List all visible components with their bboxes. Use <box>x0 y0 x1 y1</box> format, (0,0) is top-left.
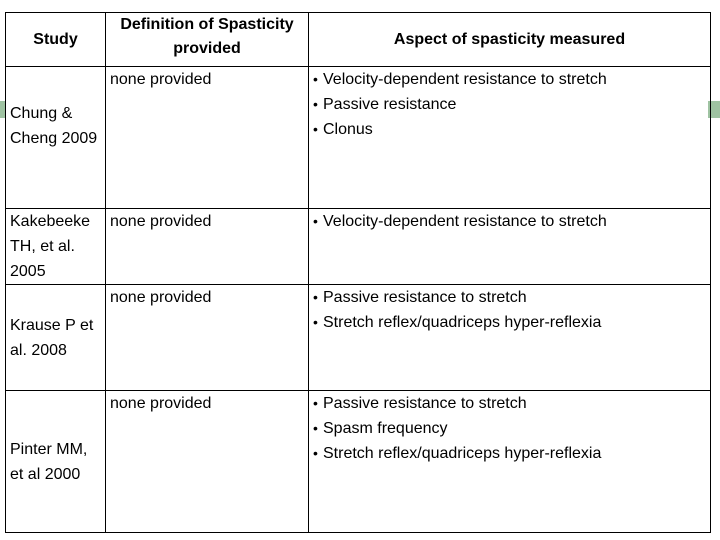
table-header-row <box>6 13 711 67</box>
aspect-text: Spasm frequency <box>323 420 448 437</box>
list-item <box>313 310 710 335</box>
study-cell <box>6 285 106 391</box>
definition-cell: none provided <box>106 67 309 209</box>
list-item <box>313 117 710 142</box>
header-definition: Definition of Spasticity provided <box>106 13 309 67</box>
spasticity-studies-table <box>5 12 711 533</box>
bullet-icon: • <box>313 314 318 330</box>
table-row <box>6 285 711 391</box>
aspect-cell <box>309 391 711 533</box>
list-item <box>313 441 710 466</box>
definition-cell: none provided <box>106 209 309 285</box>
list-item <box>313 92 710 117</box>
aspect-cell <box>309 285 711 391</box>
study-cell <box>6 67 106 209</box>
aspect-cell <box>309 209 711 285</box>
definition-cell: none provided <box>106 285 309 391</box>
aspect-cell <box>309 67 711 209</box>
study-cell <box>6 209 106 285</box>
study-cell <box>6 391 106 533</box>
aspect-text: Passive resistance to stretch <box>323 395 527 412</box>
bullet-icon: • <box>313 395 318 411</box>
list-item <box>313 67 710 92</box>
aspect-text: Stretch reflex/quadriceps hyper-reflexia <box>323 445 602 462</box>
table-row <box>6 209 711 285</box>
table-row <box>6 67 711 209</box>
list-item <box>313 209 710 234</box>
study-name: Pinter MM, et al 2000 <box>10 440 88 483</box>
study-name: Kakebeeke TH, et al. 2005 <box>10 213 91 280</box>
aspect-text: Passive resistance <box>323 96 457 113</box>
bullet-icon: • <box>313 289 318 305</box>
header-study: Study <box>6 13 106 67</box>
header-aspect: Aspect of spasticity measured <box>309 13 711 67</box>
study-name: Krause P et al. 2008 <box>10 316 94 359</box>
aspect-text: Stretch reflex/quadriceps hyper-reflexia <box>323 314 602 331</box>
bullet-icon: • <box>313 420 318 436</box>
bullet-icon: • <box>313 96 318 112</box>
list-item <box>313 416 710 441</box>
aspect-text: Passive resistance to stretch <box>323 289 527 306</box>
definition-cell: none provided <box>106 391 309 533</box>
bullet-icon: • <box>313 71 318 87</box>
bullet-icon: • <box>313 213 318 229</box>
table-row <box>6 391 711 533</box>
list-item <box>313 391 710 416</box>
aspect-text: Velocity-dependent resistance to stretch <box>323 213 607 230</box>
aspect-text: Velocity-dependent resistance to stretch <box>323 71 607 88</box>
bullet-icon: • <box>313 445 318 461</box>
bullet-icon: • <box>313 121 318 137</box>
aspect-text: Clonus <box>323 121 373 138</box>
study-name: Chung & Cheng 2009 <box>10 105 98 147</box>
list-item <box>313 285 710 310</box>
